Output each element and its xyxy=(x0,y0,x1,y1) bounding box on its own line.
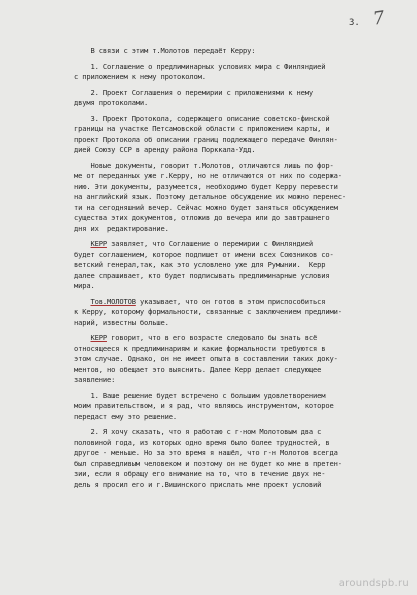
paragraph-line: дией Союзу ССР в аренду района Порккала-Удд. xyxy=(74,145,256,154)
paragraph-line: нарий, известны больше. xyxy=(74,317,169,327)
paragraph-line: ветский генерал,так, как это условлено уже для Румынии. Керр xyxy=(74,260,326,269)
statement-2 xyxy=(74,427,396,490)
paragraph-line: проект Протокола об описании границ подлежащего передаче Финлян- xyxy=(74,134,338,144)
paragraph-line: на английский язык. Поэтому детальное обсуждение их можно перенес- xyxy=(74,192,346,201)
paragraph-line: к Керру, которому формальности, связанные с заключением предлими- xyxy=(74,307,342,316)
watermark: aroundspb.ru xyxy=(338,578,409,589)
paragraph-line: был справедливым человеком и поэтому он не будет ко мне в претен- xyxy=(74,458,342,468)
molotov-paragraph xyxy=(74,297,396,329)
speaker-kerr: КЕРР xyxy=(90,239,107,248)
paragraph-2 xyxy=(74,62,396,83)
speaker-molotov: Тов.МОЛОТОВ xyxy=(90,296,136,306)
statements xyxy=(74,391,396,491)
paragraph-line: дель я просил его и г.Вишинского прислать мне проект условий xyxy=(74,479,322,489)
page-number: 3. xyxy=(349,18,360,28)
kerr-paragraph-2 xyxy=(74,333,396,386)
paragraph-line: ти на сегодняшний вечер. Сейчас можно будет заняться обсуждением xyxy=(74,202,338,212)
handwritten-page-number: 7 xyxy=(371,7,386,30)
paragraph-line: этом случае. Однако, он не имеет опыта в составлении таких доку- xyxy=(74,354,338,363)
document-body xyxy=(74,46,396,490)
statement-1 xyxy=(74,391,396,423)
paragraph-line: границы на участке Петсамовской области с приложением карты, и xyxy=(74,124,330,133)
paragraph-3 xyxy=(74,88,396,109)
paragraph-line: другое - меньше. Но за это время я нашёл, что г-н Молотов всегда xyxy=(74,448,338,457)
paragraph-line: передаст ему это решение. xyxy=(74,411,178,421)
paragraph-line: ме от переданных уже г.Керру, но не отличаются от них по содержа- xyxy=(74,171,342,180)
speaker-kerr: КЕРР xyxy=(90,333,107,342)
paragraph-line: будет соглашением, которое подпишет от имени всех Союзников со- xyxy=(74,249,334,259)
paragraph-line: КЕРР говорит, что в его возрасте следовало бы знать всё xyxy=(90,333,318,342)
paragraph-line: дня их редактирование. xyxy=(74,223,169,233)
paragraph-line: 2. Я хочу сказать, что я работаю с г-ном Молотовым два с xyxy=(74,427,322,436)
paragraph-line: 2. Проект Соглашения о перемирии с приложениями к нему xyxy=(74,87,314,97)
paragraph-line: моим правительством, и я рад, что являюсь инструментом, которое xyxy=(74,401,334,410)
paragraph-line: заявление: xyxy=(74,375,116,384)
paragraph-line: 3. Проект Протокола, содержащего описание советско-финской xyxy=(74,113,330,123)
paragraph-line: 1. Ваше решение будет встречено с большим удовлетворением xyxy=(74,390,326,400)
kerr-paragraph-1 xyxy=(74,239,396,292)
paragraph-line: зии, если я обращу его внимание на то, что в течение двух не- xyxy=(74,469,326,478)
paragraph-line: половиной года, из которых одно время было более трудностей, в xyxy=(74,437,330,447)
paragraph-line: КЕРР заявляет, что Соглашение о перемирии с Финляндией xyxy=(90,239,314,248)
paragraph-line: Тов.МОЛОТОВ указывает, что он готов в этом приспособиться xyxy=(90,296,326,306)
paragraph-1 xyxy=(74,46,396,57)
paragraph-line: Новые документы, говорит т.Молотов, отличаются лишь по фор- xyxy=(74,160,334,170)
paragraph-line: мира. xyxy=(74,281,95,290)
paragraph-5 xyxy=(74,161,396,235)
paragraph-line: с приложением к нему протоколом. xyxy=(74,72,206,81)
paragraph-line: далее спрашивает, кто будет подписывать предлиминарные условия xyxy=(74,270,330,280)
paragraph-line: В связи с этим т.Молотов передаёт Керру: xyxy=(74,46,256,55)
intro-paragraphs xyxy=(74,46,396,234)
paragraph-line: нию. Эти документы, разумеется, необходимо будет Керру перевести xyxy=(74,181,338,191)
paragraph-line: ментов, но обещает это выяснить. Далее Керр делает следующее xyxy=(74,364,322,374)
paragraph-4 xyxy=(74,114,396,156)
paragraph-line: существа этих документов, отложив до вечера или до завтрашнего xyxy=(74,213,330,222)
paragraph-line: двумя протоколами. xyxy=(74,98,149,107)
paragraph-line: относящееся к предлиминариям и какие формальности требуются в xyxy=(74,343,326,353)
paragraph-line: 1. Соглашение о предлиминарных условиях мира с Финляндией xyxy=(74,61,326,71)
